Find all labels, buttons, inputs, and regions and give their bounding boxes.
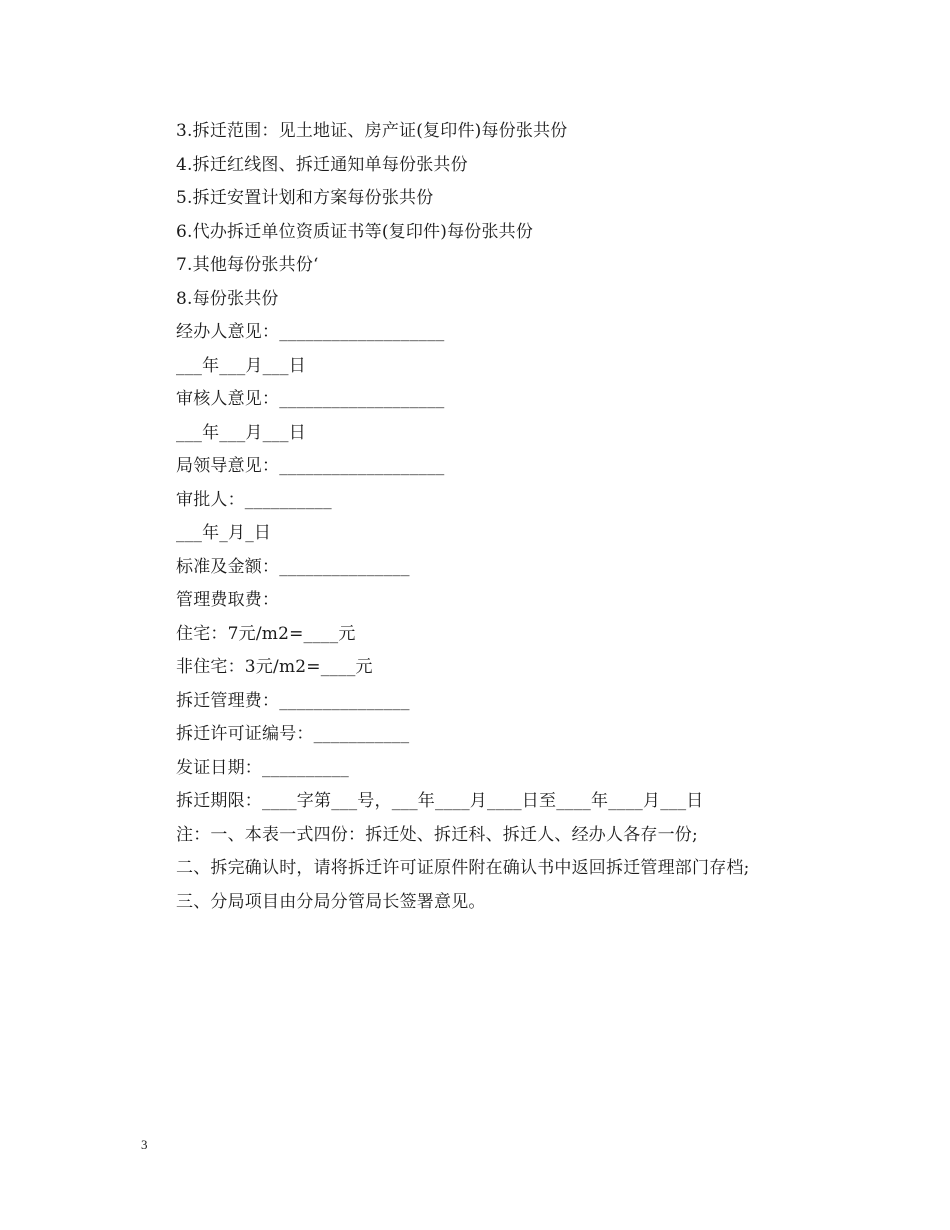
- handler-date: ___年___月___日: [176, 355, 306, 376]
- reviewer-opinion: 审核人意见：___________________: [176, 389, 445, 409]
- item-7-other: 7.其他每份张共份‘: [176, 255, 319, 275]
- non-residential-fee: 非住宅：3元/m2=____元: [176, 657, 373, 677]
- item-6-qualification-certificate: 6.代办拆迁单位资质证书等(复印件)每份张共份: [176, 221, 534, 242]
- item-3-demolition-scope: 3.拆迁范围：见土地证、房产证(复印件)每份张共份: [176, 121, 568, 141]
- demolition-period: 拆迁期限：____字第___号，___年____月____日至____年____月___日: [176, 791, 704, 811]
- residential-fee: 住宅：7元/m2=____元: [176, 623, 356, 644]
- note-3: 三、分局项目由分局分管局长签署意见。: [176, 891, 486, 912]
- page-number: 3: [141, 1137, 148, 1152]
- management-fee-heading: 管理费取费：: [176, 590, 280, 610]
- issue-date: 发证日期：__________: [176, 757, 349, 778]
- approval-date: ___年_月_日: [176, 523, 272, 543]
- standard-and-amount: 标准及金额：_______________: [176, 556, 410, 577]
- handler-opinion: 经办人意见：___________________: [176, 322, 445, 342]
- item-5-resettlement-plan: 5.拆迁安置计划和方案每份张共份: [176, 188, 434, 208]
- item-4-redline-map: 4.拆迁红线图、拆迁通知单每份张共份: [176, 154, 468, 175]
- permit-number: 拆迁许可证编号：___________: [176, 724, 410, 744]
- note-2: 二、拆完确认时，请将拆迁许可证原件附在确认书中返回拆迁管理部门存档;: [176, 858, 750, 878]
- bureau-leader-opinion: 局领导意见：___________________: [176, 456, 445, 476]
- note-1: 注：一、本表一式四份：拆迁处、拆迁科、拆迁人、经办人各存一份;: [176, 824, 698, 845]
- demolition-management-fee: 拆迁管理费：_______________: [176, 690, 410, 711]
- document-body: [176, 118, 876, 922]
- item-8: 8.每份张共份: [176, 288, 279, 309]
- reviewer-date: ___年___月___日: [176, 422, 306, 443]
- approver: 审批人：__________: [176, 489, 332, 510]
